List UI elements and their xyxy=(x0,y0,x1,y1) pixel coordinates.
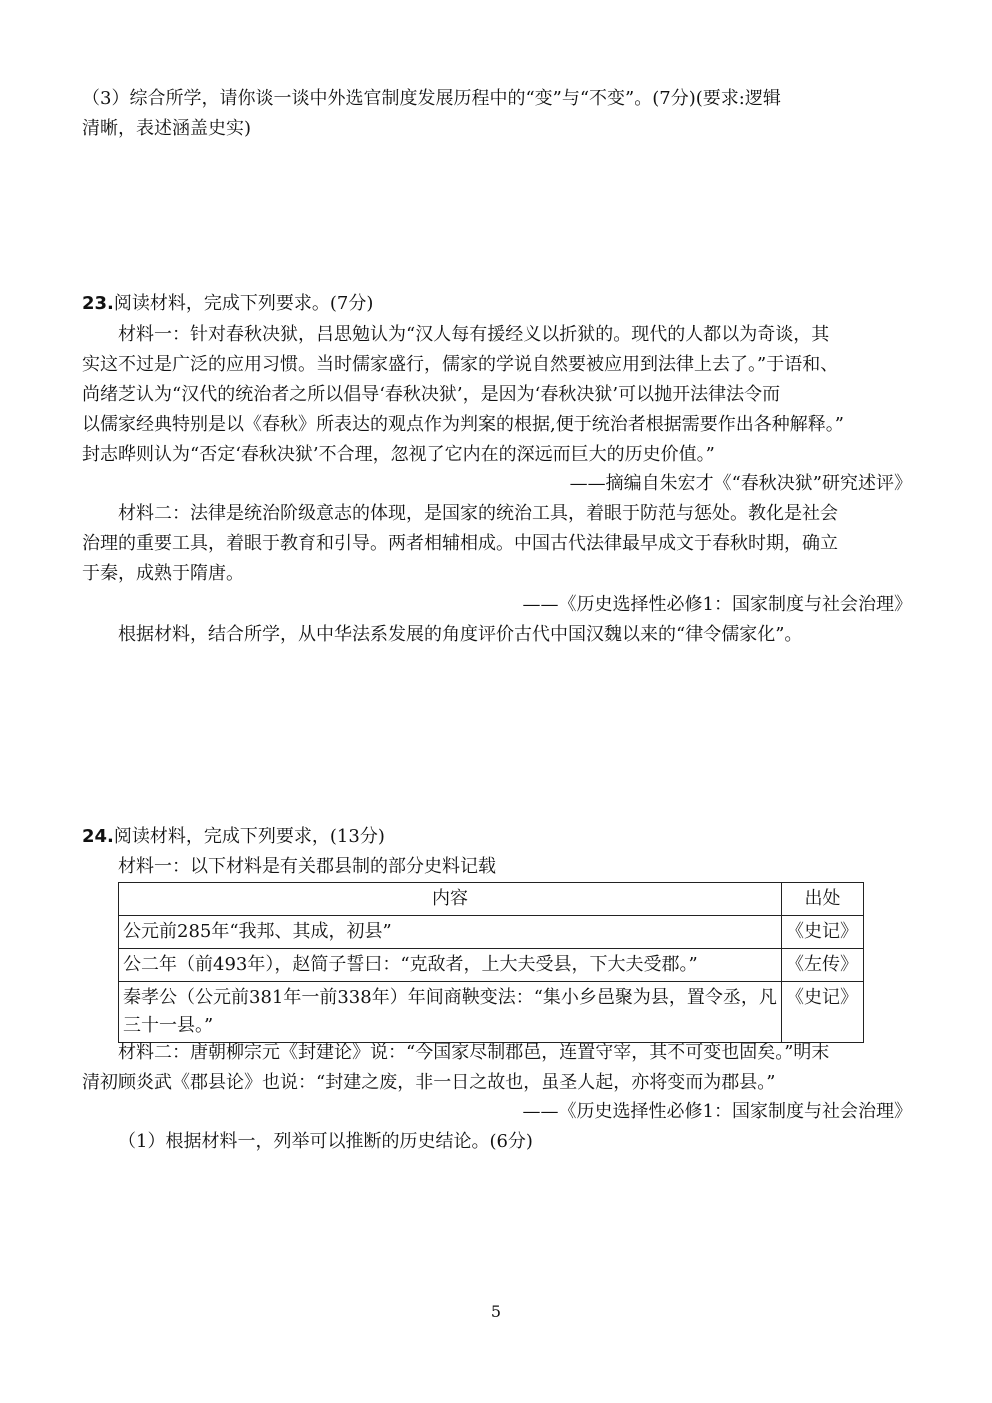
table-row xyxy=(119,949,864,982)
q23-material2-line: 材料二：法律是统治阶级意志的体现，是国家的统治工具，着眼于防范与惩处。教化是社会 xyxy=(118,503,838,524)
q23-number: 23. xyxy=(82,293,114,314)
q24-heading-text: 阅读材料，完成下列要求，(13分) xyxy=(113,826,385,847)
table-cell-source: 《左传》 xyxy=(782,949,864,982)
table-cell-content: 公二年（前493年），赵简子誓曰：“克敌者，上大夫受县，下大夫受郡。” xyxy=(119,949,782,982)
q23-material1-line: 封志晔则认为“否定‘春秋决狱’不合理，忽视了它内在的深远而巨大的历史价值。” xyxy=(82,444,715,465)
table-cell-content: 公元前285年“我邦、其成，初县” xyxy=(119,916,782,949)
page-number: 5 xyxy=(490,1302,502,1321)
q24-material1-intro: 材料一：以下材料是有关郡县制的部分史料记载 xyxy=(118,856,496,877)
q23-heading xyxy=(82,289,912,319)
q24-material2-line: 材料二：唐朝柳宗元《封建论》说：“今国家尽制郡邑，连置守宰，其不可变也固矣。”明末 xyxy=(118,1042,830,1063)
table-header-row xyxy=(119,883,864,916)
table-header-source: 出处 xyxy=(782,883,864,916)
table-cell-source: 《史记》 xyxy=(782,916,864,949)
q23-material1-line: 实这不过是广泛的应用习惯。当时儒家盛行，儒家的学说自然要被应用到法律上去了。”于语和、 xyxy=(82,354,839,375)
table-header-content: 内容 xyxy=(119,883,782,916)
table-cell-content: 秦孝公（公元前381年一前338年）年间商鞅变法：“集小乡邑聚为县，置令丞，凡三十一县。” xyxy=(119,982,782,1043)
q24-material2-line: 清初顾炎武《郡县论》也说：“封建之废，非一日之故也，虽圣人起，亦将变而为郡县。” xyxy=(82,1072,776,1093)
q23-question: 根据材料，结合所学，从中华法系发展的角度评价古代中国汉魏以来的“律令儒家化”。 xyxy=(118,624,803,645)
q23-heading-text: 阅读材料，完成下列要求。(7分) xyxy=(113,293,374,314)
q23-material1-line: 尚绪芝认为“汉代的统治者之所以倡导‘春秋决狱’，是因为‘春秋决狱’可以抛开法律法令而 xyxy=(82,384,781,405)
q23-material2-line: 治理的重要工具，着眼于教育和引导。两者相辅相成。中国古代法律最早成文于春秋时期，确立 xyxy=(82,533,838,554)
county-system-source-table xyxy=(118,882,864,1043)
table-row xyxy=(119,982,864,1043)
q22-sub3-line1: （3）综合所学，请你谈一谈中外选官制度发展历程中的“变”与“不变”。(7分)(要求:逻辑 xyxy=(82,88,781,109)
q24-material2-source: ——《历史选择性必修1：国家制度与社会治理》 xyxy=(522,1101,912,1122)
q24-number: 24. xyxy=(82,826,114,847)
q24-sub1-question: （1）根据材料一，列举可以推断的历史结论。(6分) xyxy=(118,1131,533,1152)
q22-sub3-line2: 清晰，表述涵盖史实) xyxy=(82,118,252,139)
table-row xyxy=(119,916,864,949)
q23-material2-source: ——《历史选择性必修1：国家制度与社会治理》 xyxy=(522,594,912,615)
q23-material1-line: 以儒家经典特别是以《春秋》所表达的观点作为判案的根据,便于统治者根据需要作出各种解释。” xyxy=(82,414,844,435)
q23-material1-source: ——摘编自朱宏才《“春秋决狱”研究述评》 xyxy=(569,473,912,494)
table-cell-source: 《史记》 xyxy=(782,982,864,1043)
q23-material2-line: 于秦，成熟于隋唐。 xyxy=(82,563,244,584)
q23-material1-line: 材料一：针对春秋决狱，吕思勉认为“汉人每有援经义以折狱的。现代的人都以为奇谈，其 xyxy=(118,324,830,345)
q24-heading xyxy=(82,822,912,852)
